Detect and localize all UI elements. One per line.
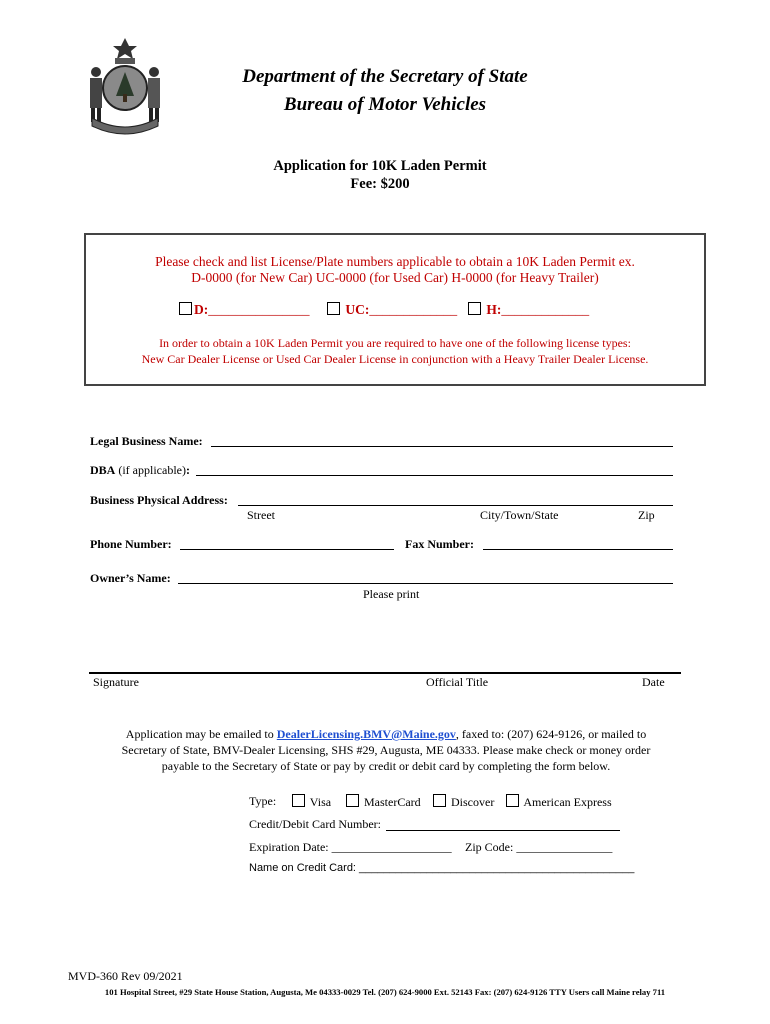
d-checkbox[interactable] — [179, 302, 192, 315]
fax-input[interactable] — [483, 537, 673, 550]
discover-checkbox[interactable] — [433, 794, 446, 807]
h-checkbox[interactable] — [468, 302, 481, 315]
uc-label: UC: — [345, 302, 370, 317]
footer-address: 101 Hospital Street, #29 State House Station, Augusta, Me 04333-0029 Tel. (207) 624-9000 Ext. 52143 Fax: (207) 624-9126 TTY Users call Maine relay 711 — [104, 987, 666, 997]
owner-input[interactable] — [178, 571, 673, 584]
name-on-card-field[interactable]: Name on Credit Card: _____________________________________________ — [249, 862, 635, 874]
amex-option[interactable]: American Express — [506, 794, 612, 810]
requirement-line-1: In order to obtain a 10K Laden Permit you are required to have one of the following license types: — [159, 336, 631, 350]
d-plate-field[interactable] — [179, 302, 310, 318]
owner-label: Owner’s Name: — [90, 571, 171, 585]
fee-label: Fee: $200 — [350, 176, 410, 192]
submission-line-2: Secretary of State, BMV-Dealer Licensing, SHS #29, Augusta, ME 04333. Please make check or money order — [121, 743, 651, 757]
city-caption: City/Town/State — [480, 508, 559, 522]
h-plate-field[interactable] — [468, 302, 589, 318]
d-label: D: — [194, 302, 209, 317]
email-link[interactable]: DealerLicensing.BMV@Maine.gov — [276, 727, 456, 741]
official-title-caption: Official Title — [426, 675, 489, 689]
legal-name-label: Legal Business Name: — [90, 434, 203, 448]
phone-input[interactable] — [180, 537, 394, 550]
application-title: Application for 10K Laden Permit — [273, 158, 487, 174]
fax-label: Fax Number: — [405, 537, 474, 551]
maine-state-seal — [82, 36, 168, 136]
requirement-line-2: New Car Dealer License or Used Car Dealer License in conjunction with a Heavy Trailer Dealer License. — [141, 352, 649, 366]
dba-label: DBA — [90, 463, 116, 477]
please-print-caption: Please print — [363, 587, 420, 601]
date-caption: Date — [642, 675, 665, 689]
visa-option[interactable]: Visa — [292, 794, 331, 810]
card-number-label: Credit/Debit Card Number: — [249, 817, 381, 831]
signature-caption: Signature — [93, 675, 139, 689]
d-blank: _______________ — [208, 302, 310, 317]
address-label: Business Physical Address: — [90, 493, 228, 507]
phone-label: Phone Number: — [90, 537, 172, 551]
h-blank: _____________ — [501, 302, 590, 317]
street-caption: Street — [247, 508, 275, 522]
zip-code-field[interactable]: Zip Code: ________________ — [465, 840, 613, 854]
signature-line[interactable] — [89, 672, 681, 674]
expiration-field[interactable]: Expiration Date: ____________________ — [249, 840, 452, 854]
department-title: Department of the Secretary of State — [242, 66, 528, 87]
form-id: MVD-360 Rev 09/2021 — [68, 969, 183, 983]
dba-note: (if applicable) — [115, 463, 186, 477]
mastercard-option[interactable]: MasterCard — [346, 794, 421, 810]
zip-caption: Zip — [638, 508, 655, 522]
card-number-input[interactable] — [386, 817, 620, 831]
visa-checkbox[interactable] — [292, 794, 305, 807]
uc-plate-field[interactable] — [327, 302, 457, 318]
payment-type-label: Type: — [249, 794, 277, 808]
mastercard-checkbox[interactable] — [346, 794, 359, 807]
notice-line-2: D-0000 (for New Car) UC-0000 (for Used Car) H-0000 (for Heavy Trailer) — [191, 270, 599, 285]
bureau-title: Bureau of Motor Vehicles — [283, 94, 487, 115]
h-label: H: — [486, 302, 502, 317]
address-input[interactable] — [238, 493, 673, 506]
notice-line-1: Please check and list License/Plate numbers applicable to obtain a 10K Laden Permit ex. — [155, 254, 635, 269]
discover-option[interactable]: Discover — [433, 794, 494, 810]
legal-name-input[interactable] — [211, 434, 673, 447]
uc-checkbox[interactable] — [327, 302, 340, 315]
dba-input[interactable] — [196, 463, 673, 476]
amex-checkbox[interactable] — [506, 794, 519, 807]
submission-line-3: payable to the Secretary of State or pay by credit or debit card by completing the form below. — [161, 759, 611, 773]
uc-blank: _____________ — [369, 302, 458, 317]
submission-line-1: Application may be emailed to DealerLicensing.BMV@Maine.gov, faxed to: (207) 624-9126, or mailed to — [125, 727, 647, 741]
